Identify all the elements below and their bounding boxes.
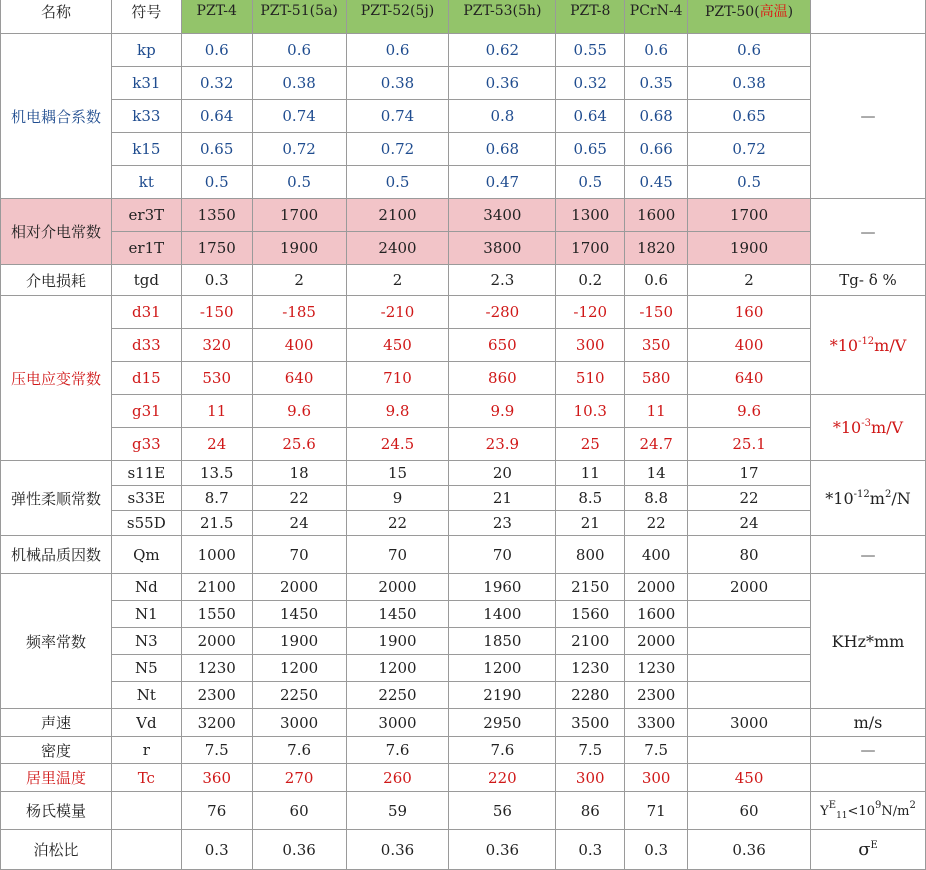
value-cell: 2100	[181, 574, 252, 601]
header-unit	[811, 0, 926, 34]
group-loss: 介电损耗	[1, 265, 112, 296]
table-row	[1, 428, 926, 461]
symbol-cell: N5	[111, 655, 181, 682]
value-cell: 2	[252, 265, 346, 296]
value-cell: 1820	[625, 232, 688, 265]
value-cell: 25.6	[252, 428, 346, 461]
value-cell: 2100	[556, 628, 625, 655]
table-row	[1, 362, 926, 395]
value-cell: 1900	[252, 232, 346, 265]
value-cell: 20	[449, 461, 556, 486]
value-cell: 3800	[449, 232, 556, 265]
value-cell: 640	[252, 362, 346, 395]
value-cell: 0.6	[181, 34, 252, 67]
symbol-cell: kt	[111, 166, 181, 199]
value-cell: 0.72	[688, 133, 811, 166]
value-cell: 2	[688, 265, 811, 296]
value-cell: 13.5	[181, 461, 252, 486]
table-row	[1, 536, 926, 574]
value-cell: 1560	[556, 601, 625, 628]
value-cell: 7.5	[181, 737, 252, 764]
value-cell: 24	[181, 428, 252, 461]
value-cell: 9.9	[449, 395, 556, 428]
symbol-cell: g33	[111, 428, 181, 461]
group-poisson: 泊松比	[1, 830, 112, 870]
value-cell: 400	[688, 329, 811, 362]
value-cell: 0.6	[625, 34, 688, 67]
value-cell: 3300	[625, 709, 688, 737]
value-cell: 7.6	[252, 737, 346, 764]
value-cell: 160	[688, 296, 811, 329]
value-cell: 7.6	[346, 737, 449, 764]
symbol-cell: d33	[111, 329, 181, 362]
unit-dielectric: —	[811, 199, 926, 265]
value-cell: 59	[346, 792, 449, 830]
symbol-cell: k31	[111, 67, 181, 100]
value-cell: 8.8	[625, 486, 688, 511]
value-cell: 640	[688, 362, 811, 395]
symbol-cell: er1T	[111, 232, 181, 265]
value-cell: 2300	[181, 682, 252, 709]
symbol-cell	[111, 792, 181, 830]
value-cell: 0.72	[252, 133, 346, 166]
unit-poisson: $\sigma^E$	[811, 830, 926, 870]
table-row	[1, 296, 926, 329]
value-cell: 9.6	[688, 395, 811, 428]
value-cell: 24.7	[625, 428, 688, 461]
value-cell: 7.5	[625, 737, 688, 764]
value-cell: 0.6	[346, 34, 449, 67]
value-cell: 1900	[688, 232, 811, 265]
symbol-cell: tgd	[111, 265, 181, 296]
value-cell: 3200	[181, 709, 252, 737]
value-cell: 3000	[346, 709, 449, 737]
value-cell: 0.3	[181, 265, 252, 296]
value-cell: 11	[181, 395, 252, 428]
unit-young: $Y^E_{11}<10^9N/m^2$	[811, 792, 926, 830]
header-material: PZT-4	[181, 0, 252, 34]
symbol-cell: k15	[111, 133, 181, 166]
value-cell: 2000	[181, 628, 252, 655]
value-cell: 1850	[449, 628, 556, 655]
group-density: 密度	[1, 737, 112, 764]
value-cell: 2250	[252, 682, 346, 709]
value-cell: 2	[346, 265, 449, 296]
value-cell: 2000	[252, 574, 346, 601]
value-cell: 0.68	[449, 133, 556, 166]
symbol-cell: kp	[111, 34, 181, 67]
value-cell: 2000	[625, 574, 688, 601]
unit-coupling: —	[811, 34, 926, 199]
symbol-cell: r	[111, 737, 181, 764]
value-cell: 23.9	[449, 428, 556, 461]
value-cell: 23	[449, 511, 556, 536]
value-cell: 0.65	[688, 100, 811, 133]
value-cell: 1230	[625, 655, 688, 682]
value-cell: 24	[252, 511, 346, 536]
value-cell: 0.6	[625, 265, 688, 296]
table-row	[1, 133, 926, 166]
value-cell: 60	[688, 792, 811, 830]
table-row	[1, 737, 926, 764]
value-cell: 70	[346, 536, 449, 574]
value-cell: 400	[252, 329, 346, 362]
value-cell: 1200	[346, 655, 449, 682]
symbol-cell: s11E	[111, 461, 181, 486]
value-cell: 0.32	[181, 67, 252, 100]
value-cell: 1450	[346, 601, 449, 628]
value-cell: 510	[556, 362, 625, 395]
value-cell: 0.38	[346, 67, 449, 100]
value-cell: 1200	[252, 655, 346, 682]
value-cell: 580	[625, 362, 688, 395]
value-cell: 300	[556, 329, 625, 362]
table-row	[1, 709, 926, 737]
value-cell: 24.5	[346, 428, 449, 461]
value-cell: 1960	[449, 574, 556, 601]
value-cell: 1600	[625, 199, 688, 232]
value-cell: 7.6	[449, 737, 556, 764]
header-material: PZT-53(5h)	[449, 0, 556, 34]
value-cell: 1700	[252, 199, 346, 232]
table-row	[1, 100, 926, 133]
value-cell: 60	[252, 792, 346, 830]
value-cell: 0.62	[449, 34, 556, 67]
value-cell: 0.5	[688, 166, 811, 199]
value-cell: 2000	[346, 574, 449, 601]
symbol-cell: s55D	[111, 511, 181, 536]
table-row	[1, 601, 926, 628]
value-cell	[688, 628, 811, 655]
unit-qm: —	[811, 536, 926, 574]
value-cell: 320	[181, 329, 252, 362]
group-compliance: 弹性柔顺常数	[1, 461, 112, 536]
value-cell: 10.3	[556, 395, 625, 428]
symbol-cell: Qm	[111, 536, 181, 574]
value-cell: 22	[346, 511, 449, 536]
header-material-pzt50: PZT-50(高温)	[688, 0, 811, 34]
value-cell: 71	[625, 792, 688, 830]
value-cell: -280	[449, 296, 556, 329]
symbol-cell: d31	[111, 296, 181, 329]
table-row	[1, 511, 926, 536]
header-material: PZT-52(5j)	[346, 0, 449, 34]
value-cell: 17	[688, 461, 811, 486]
value-cell: 1230	[556, 655, 625, 682]
value-cell: 1230	[181, 655, 252, 682]
symbol-cell: k33	[111, 100, 181, 133]
high-temp-label: 高温	[759, 4, 788, 20]
value-cell: 0.64	[181, 100, 252, 133]
value-cell: 360	[181, 764, 252, 792]
table-row	[1, 166, 926, 199]
value-cell: -150	[625, 296, 688, 329]
value-cell: 0.5	[252, 166, 346, 199]
table-row	[1, 655, 926, 682]
table-row	[1, 265, 926, 296]
group-speed: 声速	[1, 709, 112, 737]
table-row	[1, 67, 926, 100]
group-curie: 居里温度	[1, 764, 112, 792]
value-cell: 22	[252, 486, 346, 511]
value-cell: 2280	[556, 682, 625, 709]
value-cell: 21	[449, 486, 556, 511]
value-cell: 0.36	[449, 830, 556, 870]
value-cell: 9.8	[346, 395, 449, 428]
value-cell: -210	[346, 296, 449, 329]
symbol-cell: Tc	[111, 764, 181, 792]
value-cell: 11	[556, 461, 625, 486]
value-cell: 1350	[181, 199, 252, 232]
unit-curie	[811, 764, 926, 792]
table-row	[1, 395, 926, 428]
value-cell: 2.3	[449, 265, 556, 296]
value-cell: 1700	[556, 232, 625, 265]
value-cell: 860	[449, 362, 556, 395]
value-cell: 14	[625, 461, 688, 486]
value-cell: 300	[625, 764, 688, 792]
table-row	[1, 764, 926, 792]
value-cell: 0.36	[688, 830, 811, 870]
value-cell: 21.5	[181, 511, 252, 536]
value-cell: 1300	[556, 199, 625, 232]
value-cell: 450	[346, 329, 449, 362]
table-row	[1, 486, 926, 511]
value-cell: 0.47	[449, 166, 556, 199]
value-cell: 0.36	[252, 830, 346, 870]
header-row	[1, 0, 926, 34]
value-cell: 400	[625, 536, 688, 574]
table-row	[1, 329, 926, 362]
unit-speed: m/s	[811, 709, 926, 737]
header-material: PCrN-4	[625, 0, 688, 34]
value-cell: 80	[688, 536, 811, 574]
value-cell: 9	[346, 486, 449, 511]
value-cell: 0.2	[556, 265, 625, 296]
value-cell: 0.38	[252, 67, 346, 100]
value-cell: 300	[556, 764, 625, 792]
value-cell: 2000	[688, 574, 811, 601]
value-cell: 18	[252, 461, 346, 486]
value-cell: 56	[449, 792, 556, 830]
value-cell: 0.74	[346, 100, 449, 133]
table-row	[1, 682, 926, 709]
value-cell: 0.55	[556, 34, 625, 67]
table-row	[1, 461, 926, 486]
value-cell: 1450	[252, 601, 346, 628]
group-dielectric: 相对介电常数	[1, 199, 112, 265]
value-cell: 2250	[346, 682, 449, 709]
value-cell: 24	[688, 511, 811, 536]
symbol-cell: er3T	[111, 199, 181, 232]
value-cell: 7.5	[556, 737, 625, 764]
value-cell: 350	[625, 329, 688, 362]
value-cell: 0.38	[688, 67, 811, 100]
value-cell: 0.5	[556, 166, 625, 199]
value-cell: 11	[625, 395, 688, 428]
value-cell: 3400	[449, 199, 556, 232]
value-cell: 3000	[252, 709, 346, 737]
header-name: 名称	[1, 0, 112, 34]
value-cell: 22	[688, 486, 811, 511]
value-cell: 1700	[688, 199, 811, 232]
value-cell: 2000	[625, 628, 688, 655]
group-frequency: 频率常数	[1, 574, 112, 709]
value-cell: 70	[449, 536, 556, 574]
group-coupling: 机电耦合系数	[1, 34, 112, 199]
value-cell: 710	[346, 362, 449, 395]
table-row	[1, 792, 926, 830]
value-cell: 0.65	[556, 133, 625, 166]
value-cell: 21	[556, 511, 625, 536]
value-cell: 650	[449, 329, 556, 362]
value-cell: 1550	[181, 601, 252, 628]
table-row	[1, 628, 926, 655]
value-cell: 0.5	[346, 166, 449, 199]
value-cell: -185	[252, 296, 346, 329]
value-cell: 0.64	[556, 100, 625, 133]
value-cell: 25.1	[688, 428, 811, 461]
unit-piezo-d: $*10^{-12}m/V$	[811, 296, 926, 395]
value-cell: 0.5	[181, 166, 252, 199]
header-material: PZT-51(5a)	[252, 0, 346, 34]
value-cell: 1750	[181, 232, 252, 265]
value-cell: 1900	[252, 628, 346, 655]
value-cell: 1900	[346, 628, 449, 655]
value-cell: 2100	[346, 199, 449, 232]
value-cell: 3000	[688, 709, 811, 737]
value-cell: 15	[346, 461, 449, 486]
value-cell	[688, 601, 811, 628]
value-cell: 0.65	[181, 133, 252, 166]
symbol-cell: s33E	[111, 486, 181, 511]
value-cell: 2950	[449, 709, 556, 737]
value-cell: 220	[449, 764, 556, 792]
table-row	[1, 199, 926, 232]
value-cell: 0.36	[449, 67, 556, 100]
value-cell: 8.7	[181, 486, 252, 511]
value-cell: 25	[556, 428, 625, 461]
value-cell: 450	[688, 764, 811, 792]
unit-compliance: $*10^{-12}m^2/N$	[811, 461, 926, 536]
value-cell: 0.6	[252, 34, 346, 67]
unit-density: —	[811, 737, 926, 764]
group-young: 杨氏模量	[1, 792, 112, 830]
value-cell: 8.5	[556, 486, 625, 511]
symbol-cell: N3	[111, 628, 181, 655]
value-cell: 1600	[625, 601, 688, 628]
unit-loss: Tg- δ %	[811, 265, 926, 296]
symbol-cell: Nt	[111, 682, 181, 709]
unit-frequency: KHz*mm	[811, 574, 926, 709]
value-cell: 22	[625, 511, 688, 536]
value-cell: 1000	[181, 536, 252, 574]
symbol-cell: Vd	[111, 709, 181, 737]
value-cell: 3500	[556, 709, 625, 737]
value-cell: -150	[181, 296, 252, 329]
symbol-cell: d15	[111, 362, 181, 395]
header-symbol: 符号	[111, 0, 181, 34]
value-cell: 0.36	[346, 830, 449, 870]
value-cell: 76	[181, 792, 252, 830]
value-cell: 0.3	[556, 830, 625, 870]
value-cell: 2190	[449, 682, 556, 709]
value-cell: 0.45	[625, 166, 688, 199]
value-cell	[688, 682, 811, 709]
group-qm: 机械品质因数	[1, 536, 112, 574]
value-cell: 1200	[449, 655, 556, 682]
value-cell: 0.35	[625, 67, 688, 100]
symbol-cell: Nd	[111, 574, 181, 601]
value-cell: 2300	[625, 682, 688, 709]
value-cell: 530	[181, 362, 252, 395]
symbol-cell: g31	[111, 395, 181, 428]
value-cell: 2400	[346, 232, 449, 265]
value-cell: 0.6	[688, 34, 811, 67]
table-row	[1, 34, 926, 67]
symbol-cell: N1	[111, 601, 181, 628]
value-cell: 0.32	[556, 67, 625, 100]
value-cell: 0.74	[252, 100, 346, 133]
table-row	[1, 232, 926, 265]
value-cell: 86	[556, 792, 625, 830]
value-cell: 0.8	[449, 100, 556, 133]
value-cell: 260	[346, 764, 449, 792]
value-cell: 270	[252, 764, 346, 792]
value-cell	[688, 737, 811, 764]
value-cell: 1400	[449, 601, 556, 628]
value-cell: 2150	[556, 574, 625, 601]
value-cell: -120	[556, 296, 625, 329]
value-cell: 70	[252, 536, 346, 574]
value-cell: 0.3	[625, 830, 688, 870]
group-piezo: 压电应变常数	[1, 296, 112, 461]
value-cell: 9.6	[252, 395, 346, 428]
table-row	[1, 574, 926, 601]
value-cell: 800	[556, 536, 625, 574]
unit-piezo-g: $*10^{-3}m/V$	[811, 395, 926, 461]
value-cell: 0.3	[181, 830, 252, 870]
value-cell: 0.68	[625, 100, 688, 133]
value-cell	[688, 655, 811, 682]
value-cell: 0.66	[625, 133, 688, 166]
header-material: PZT-8	[556, 0, 625, 34]
value-cell: 0.72	[346, 133, 449, 166]
